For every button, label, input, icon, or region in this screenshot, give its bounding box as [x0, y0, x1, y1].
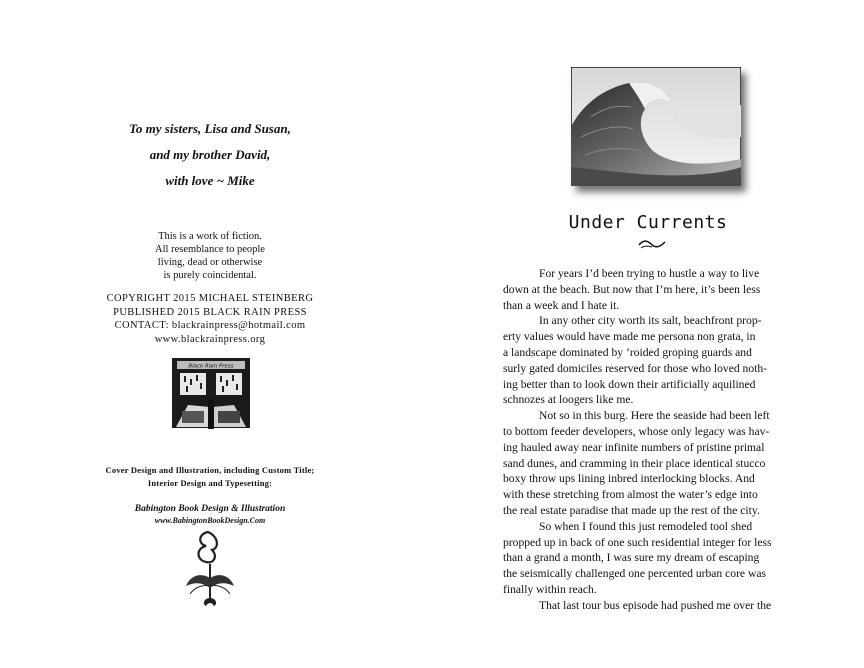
body-line: That last tour bus episode had pushed me over the [539, 598, 772, 612]
body-line: For years I’d been trying to hustle a way to live [539, 267, 760, 280]
publisher-logo [170, 355, 252, 430]
body-line: ing hauled away near infinite numbers of pristine primal [503, 440, 765, 454]
body-line: ing better than to look down their artificially aquilined [503, 377, 756, 391]
body-line: propped up in back of one such residential integer for less [503, 535, 772, 549]
body-line: boxy throw ups lining inbred interlocking blocks. And [503, 472, 755, 486]
publisher-logo-text: Black Rain Press [188, 363, 234, 370]
disclaimer-line: living, dead or otherwise [157, 257, 263, 268]
body-line: erty values would have made me persona non grata, in [503, 330, 756, 344]
credits-block [0, 464, 420, 489]
body-line: down at the beach. But now that I’m here, it’s been less [503, 282, 761, 296]
title-ornament [637, 238, 667, 250]
chapter-body [503, 266, 803, 614]
disclaimer-line: This is a work of fiction. [158, 231, 262, 242]
body-line: to bottom feeder developers, whose only legacy was hav- [503, 424, 770, 438]
design-studio [0, 503, 420, 527]
body-line: surly gated domiciles reserved for those who loved noth- [503, 361, 768, 375]
body-line: In any other city worth its salt, beachfront prop- [539, 314, 762, 328]
publisher-line: PUBLISHED 2015 BLACK RAIN PRESS [113, 306, 307, 318]
credits-line: Interior Design and Typesetting: [147, 477, 273, 488]
studio-logo [184, 528, 236, 610]
body-line: schnozes at loogers like me. [503, 393, 634, 407]
body-line: than a grand a month, I was sure my dream of escaping [503, 551, 760, 565]
copyright-block [0, 292, 420, 346]
dedication-line-2: and my brother David, [149, 147, 271, 162]
body-line: a landscape dominated by ’roided groping guards and [503, 345, 752, 359]
contact-line: CONTACT: blackrainpress@hotmail.com [114, 320, 306, 331]
body-line: the seismically challenged one percented urban core was [503, 567, 766, 581]
body-line: the real estate paradise that made up the rest of the city. [503, 503, 760, 517]
body-line: than a week and I hate it. [503, 298, 620, 312]
body-line: finally within reach. [503, 582, 597, 596]
dedication-line-1: To my sisters, Lisa and Susan, [129, 121, 291, 136]
body-line: Not so in this burg. Here the seaside had been left [539, 409, 770, 423]
disclaimer [0, 230, 420, 282]
wave-photo [571, 67, 741, 186]
credits-line: Cover Design and Illustration, including Custom Title; [105, 465, 315, 475]
dedication-line-3: with love ~ Mike [165, 173, 255, 188]
disclaimer-line: All resemblance to people [155, 244, 265, 255]
chapter-title: Under Currents [568, 212, 728, 233]
body-line: with these stretching from almost the water’s edge into [503, 488, 758, 502]
left-page [0, 0, 430, 668]
body-line: sand dunes, and cramming in their place identical stucco [503, 456, 766, 470]
right-page [432, 0, 864, 668]
studio-name: Babington Book Design & Illustration [134, 504, 286, 514]
studio-url: www.BabingtonBookDesign.Com [154, 516, 266, 525]
website-line: www.blackrainpress.org [154, 333, 266, 345]
copyright-line: COPYRIGHT 2015 MICHAEL STEINBERG [106, 293, 314, 304]
disclaimer-line: is purely coincidental. [163, 270, 257, 281]
body-line: So when I found this just remodeled tool shed [539, 519, 753, 533]
